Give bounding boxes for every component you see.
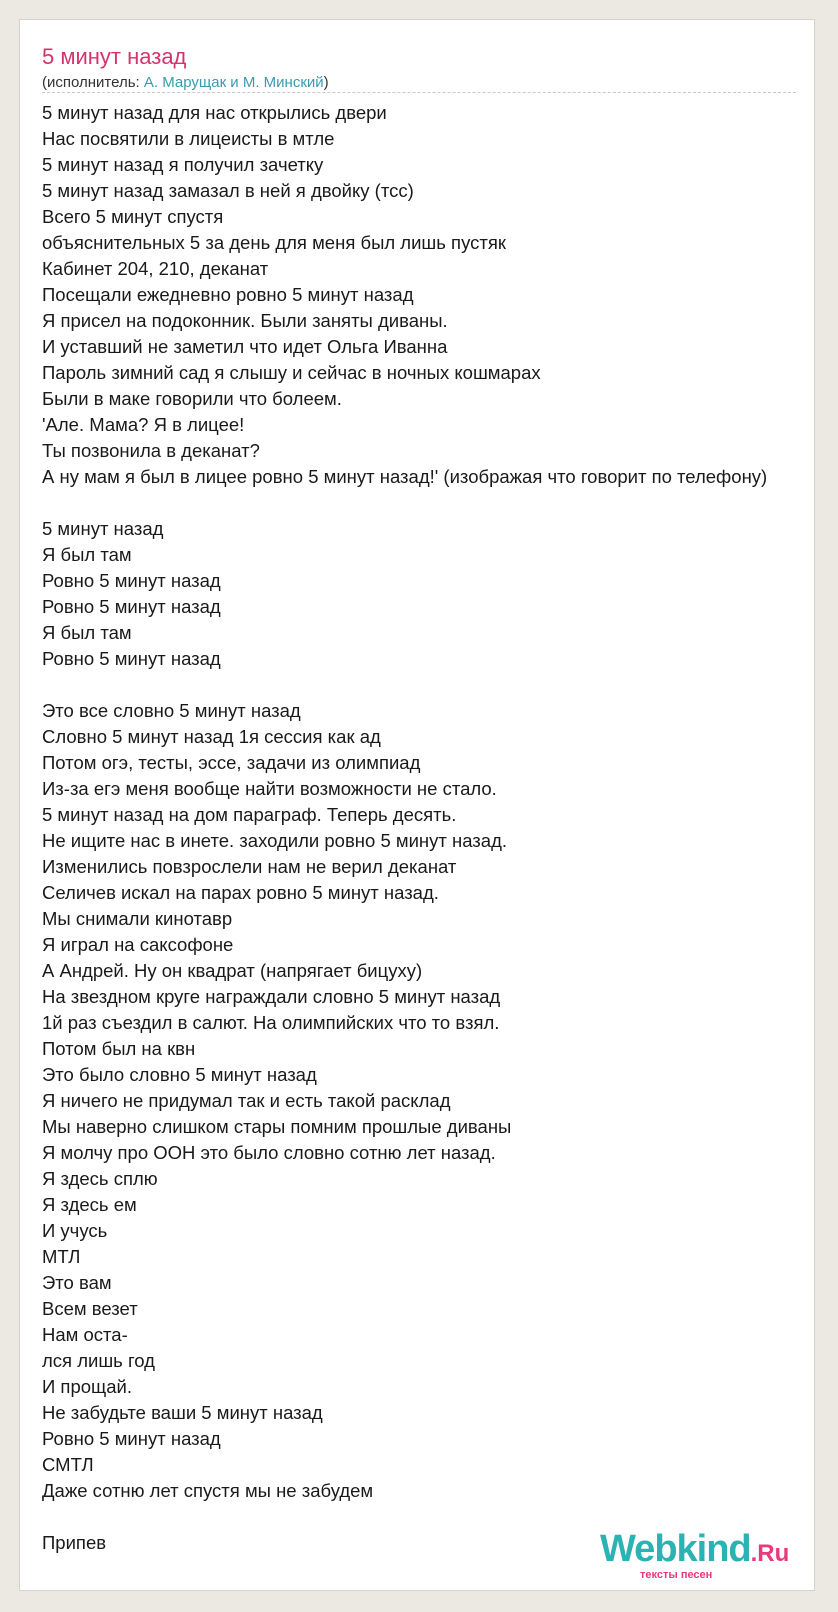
- logo-name: Webkind: [600, 1528, 751, 1570]
- artist-prefix: (исполнитель:: [42, 74, 144, 91]
- artist-link[interactable]: А. Марущак и М. Минский: [143, 74, 324, 91]
- artist-suffix: ): [323, 74, 329, 91]
- logo-tagline: тексты песен: [640, 1569, 713, 1581]
- artist-line: [42, 74, 329, 91]
- song-title: 5 минут назад: [42, 44, 187, 69]
- logo-tld: .Ru: [750, 1540, 790, 1567]
- site-logo[interactable]: [600, 1528, 789, 1571]
- dashed-divider: [42, 92, 796, 93]
- lyrics-text: 5 минут назад для нас открылись двери Нас посвятили в лицеисты в мтле 5 минут назад я получил зачетку 5 минут назад замазал в ней я двойку (тсс) Всего 5 минут спустя объяснительных 5 за день для меня был лишь пустяк Кабинет 204, 210, деканат Посещали ежедневно ровно 5 минут назад Я присел на подоконник. Были заняты диваны. И уставший не заметил что идет Ольга Иванна Пароль зимний сад я слышу и сейчас в ночных кошмарах Были в маке говорили что болеем. 'Але. Мама? Я в лицее! Ты позвонила в деканат? А ну мам я был в лицее ровно 5 минут назад!' (изображая что говорит по телефону) 5 минут назад Я был там Ровно 5 минут назад Ровно 5 минут назад Я был там Ровно 5 минут назад Это все словно 5 минут назад Словно 5 минут назад 1я сессия как ад Потом огэ, тесты, эссе, задачи из олимпиад Из-за егэ меня вообще найти возможности не стало. 5 минут назад на дом параграф. Теперь десять. Не ищите нас в инете. заходили ровно 5 минут назад. Изменились повзрослели нам не верил деканат Селичев искал на парах ровно 5 минут назад. Мы снимали кинотавр Я играл на саксофоне А Андрей. Ну он квадрат (напрягает бицуху) На звездном круге награждали словно 5 минут назад 1й раз съездил в салют. На олимпийских что то взял. Потом был на квн Это было словно 5 минут назад Я ничего не придумал так и есть такой расклад Мы наверно слишком стары помним прошлые диваны Я молчу про ООН это было словно сотню лет назад. Я здесь сплю Я здесь ем И учусь МТЛ Это вам Всем везет Нам оста- лся лишь год И прощай. Не забудьте ваши 5 минут назад Ровно 5 минут назад СМТЛ Даже сотню лет спустя мы не забудем Припев: [42, 102, 768, 1553]
- lyrics-card: [19, 19, 815, 1591]
